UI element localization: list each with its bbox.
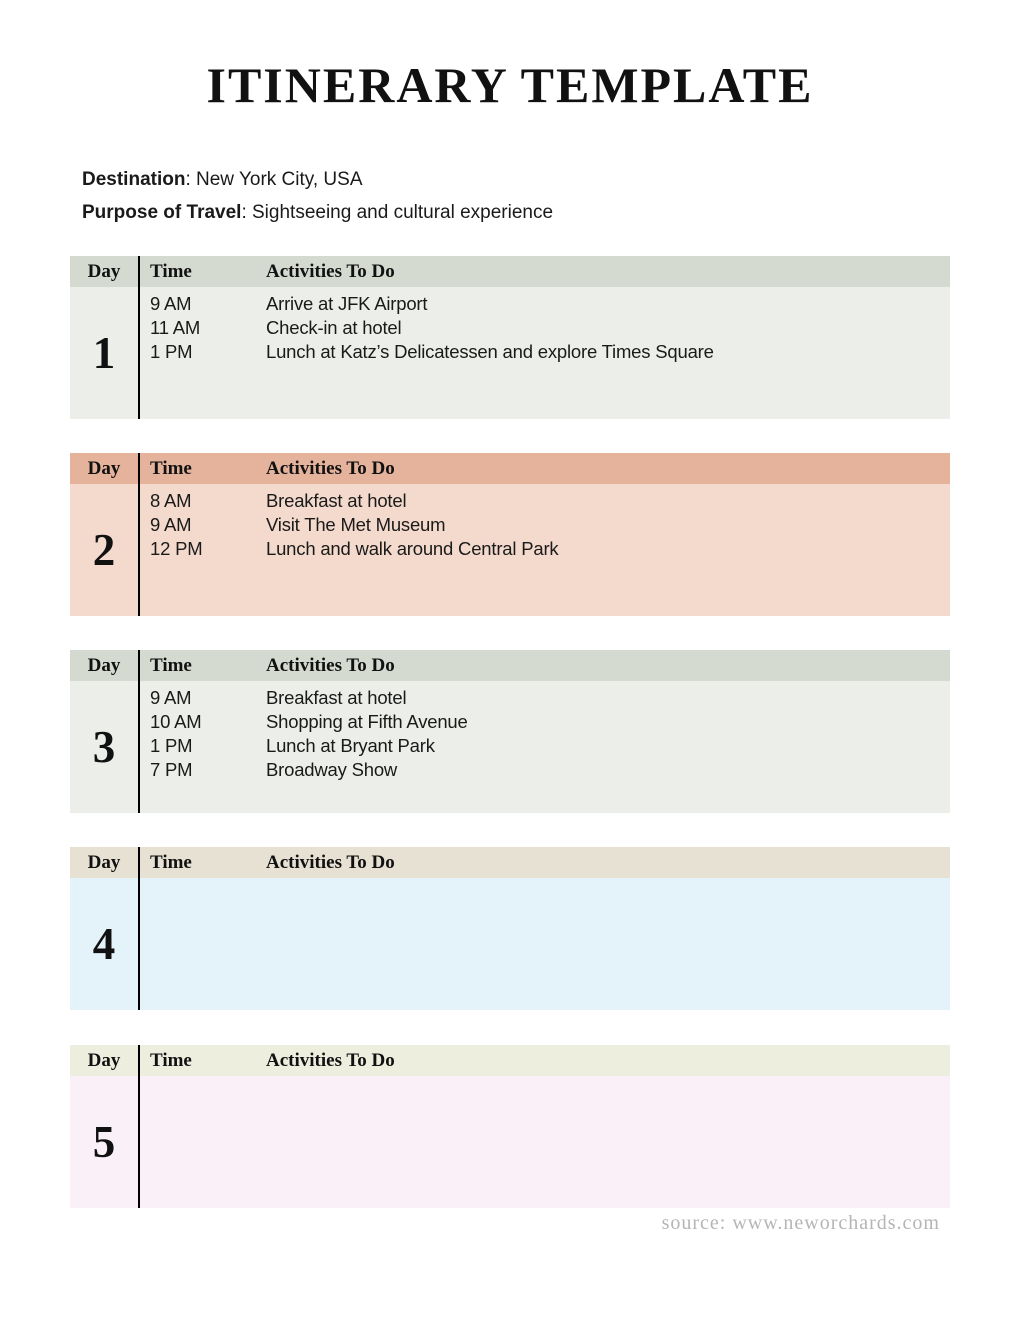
table-header-row [70,1045,950,1076]
time-column-header: Time [150,851,192,873]
entry-activity: Lunch at Bryant Park [266,735,435,756]
day-number: 3 [92,722,116,772]
column-divider-line [138,847,140,1010]
activities-column-header: Activities To Do [266,260,395,282]
itinerary-entry [138,537,950,561]
day-table-2 [70,453,950,616]
entry-activity: Lunch at Katz’s Delicatessen and explore Times Square [266,341,714,362]
day-column-header: Day [87,457,121,479]
activities-column-header: Activities To Do [266,1049,395,1071]
itinerary-entry [138,734,950,758]
entry-time: 12 PM [150,538,203,559]
time-column-header: Time [150,260,192,282]
day-number: 1 [92,328,116,378]
entry-time: 1 PM [150,341,193,362]
entry-time: 10 AM [150,711,202,732]
day-table-3 [70,650,950,813]
time-column-header: Time [150,654,192,676]
table-body [70,681,950,813]
itinerary-entry [138,489,950,513]
entry-time: 7 PM [150,759,193,780]
entry-activity: Shopping at Fifth Avenue [266,711,468,732]
entry-time: 9 AM [150,293,192,314]
destination-value: : New York City, USA [185,169,363,190]
table-header-row [70,256,950,287]
table-header-row [70,453,950,484]
itinerary-entry [138,340,950,364]
entry-activity: Breakfast at hotel [266,490,407,511]
entry-time: 9 AM [150,514,192,535]
column-divider-line [138,1045,140,1208]
day-table-4 [70,847,950,1010]
time-column-header: Time [150,457,192,479]
table-header-row [70,847,950,878]
entry-time: 9 AM [150,687,192,708]
day-column-header: Day [87,260,121,282]
table-header-row [70,650,950,681]
column-divider-line [138,650,140,813]
purpose-label: Purpose of Travel [82,202,242,223]
itinerary-entry [138,758,950,782]
column-divider-line [138,453,140,616]
entry-activity: Broadway Show [266,759,398,780]
entries-list [138,292,950,364]
entry-time: 11 AM [150,317,201,338]
purpose-line [82,196,553,229]
itinerary-entry [138,316,950,340]
table-body [70,1076,950,1208]
day-number: 2 [92,525,116,575]
day-column-header: Day [87,851,121,873]
destination-line [82,163,553,196]
entry-activity: Arrive at JFK Airport [266,293,428,314]
time-column-header: Time [150,1049,192,1071]
entry-activity: Breakfast at hotel [266,687,407,708]
itinerary-entry [138,292,950,316]
day-column-header: Day [87,1049,121,1071]
column-divider-line [138,256,140,419]
entry-activity: Visit The Met Museum [266,514,446,535]
day-column-header: Day [87,654,121,676]
entries-list [138,686,950,782]
trip-info [82,163,553,229]
purpose-value: : Sightseeing and cultural experience [241,202,554,223]
day-number: 4 [92,919,116,969]
entries-list [138,489,950,561]
source-credit: source: www.neworchards.com [661,1212,940,1234]
table-body [70,484,950,616]
activities-column-header: Activities To Do [266,457,395,479]
itinerary-entry [138,686,950,710]
page-title: ITINERARY TEMPLATE [206,57,814,113]
day-table-1 [70,256,950,419]
entry-activity: Check-in at hotel [266,317,402,338]
destination-label: Destination [82,169,186,190]
entry-activity: Lunch and walk around Central Park [266,538,559,559]
activities-column-header: Activities To Do [266,654,395,676]
table-body [70,287,950,419]
day-table-5 [70,1045,950,1208]
day-number: 5 [92,1117,116,1167]
activities-column-header: Activities To Do [266,851,395,873]
table-body [70,878,950,1010]
itinerary-entry [138,513,950,537]
itinerary-entry [138,710,950,734]
entry-time: 1 PM [150,735,193,756]
entry-time: 8 AM [150,490,192,511]
